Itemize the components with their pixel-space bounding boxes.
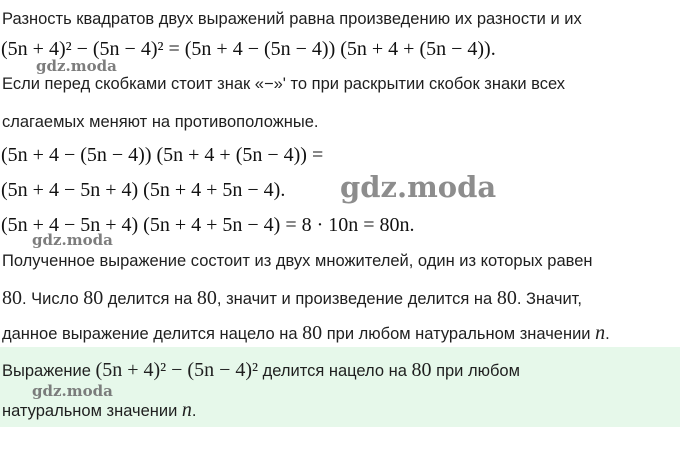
- variable-n: n: [181, 399, 192, 421]
- conclusion-text: данное выражение делится нацело на: [2, 325, 303, 343]
- conclusion-text: при любом натуральном значении: [322, 325, 596, 343]
- intro-text: Разность квадратов двух выражений равна произведению их разности и их: [2, 10, 582, 28]
- number-80: 80: [302, 322, 323, 344]
- conclusion-line-3: [2, 322, 610, 345]
- number-80: 80: [2, 287, 22, 309]
- answer-line-1: [2, 359, 520, 382]
- answer-line-2-end: .: [191, 402, 197, 420]
- formula-difference-of-squares: (5n + 4)² − (5n − 4)² = (5n + 4 − (5n − 4)) (5n + 4 + (5n − 4)).: [1, 38, 496, 60]
- watermark-large: gdz.moda: [340, 170, 497, 204]
- watermark-small-1: gdz.moda: [36, 57, 117, 75]
- answer-middle: делится нацело на: [258, 362, 412, 380]
- number-80: 80: [496, 287, 517, 309]
- rule-text-line-1: Если перед скобками стоит знак «−»' то при раскрытии скобок знаки всех: [2, 75, 566, 93]
- answer-line-2: [2, 399, 197, 422]
- formula-step-3: (5n + 4 − 5n + 4) (5n + 4 + 5n − 4) = 8 · 10n = 80n.: [1, 214, 415, 236]
- conclusion-text: , значит и произведение делится на: [216, 290, 497, 308]
- formula-step-2: (5n + 4 − 5n + 4) (5n + 4 + 5n − 4).: [1, 179, 286, 201]
- number-80: 80: [83, 287, 104, 309]
- conclusion-text: делится на: [103, 290, 197, 308]
- rule-text-line-2: слагаемых меняют на противоположные.: [2, 113, 319, 131]
- conclusion-text: .: [605, 325, 610, 343]
- variable-n: n: [595, 322, 606, 344]
- number-80: 80: [196, 287, 217, 309]
- answer-line-2-text: натуральном значении: [2, 402, 182, 420]
- answer-suffix: при любом: [431, 362, 520, 380]
- watermark-small-3: gdz.moda: [32, 382, 113, 400]
- answer-expression: (5n + 4)² − (5n − 4)²: [95, 359, 259, 381]
- conclusion-text: . Число: [22, 290, 84, 308]
- formula-step-1: (5n + 4 − (5n − 4)) (5n + 4 + (5n − 4)) =: [1, 144, 324, 166]
- watermark-small-2: gdz.moda: [32, 231, 113, 249]
- answer-number: 80: [411, 359, 432, 381]
- conclusion-line-1: Полученное выражение состоит из двух множителей, один из которых равен: [2, 252, 593, 270]
- conclusion-text: . Значит,: [516, 290, 582, 308]
- answer-prefix: Выражение: [2, 362, 96, 380]
- conclusion-line-2: [2, 287, 582, 310]
